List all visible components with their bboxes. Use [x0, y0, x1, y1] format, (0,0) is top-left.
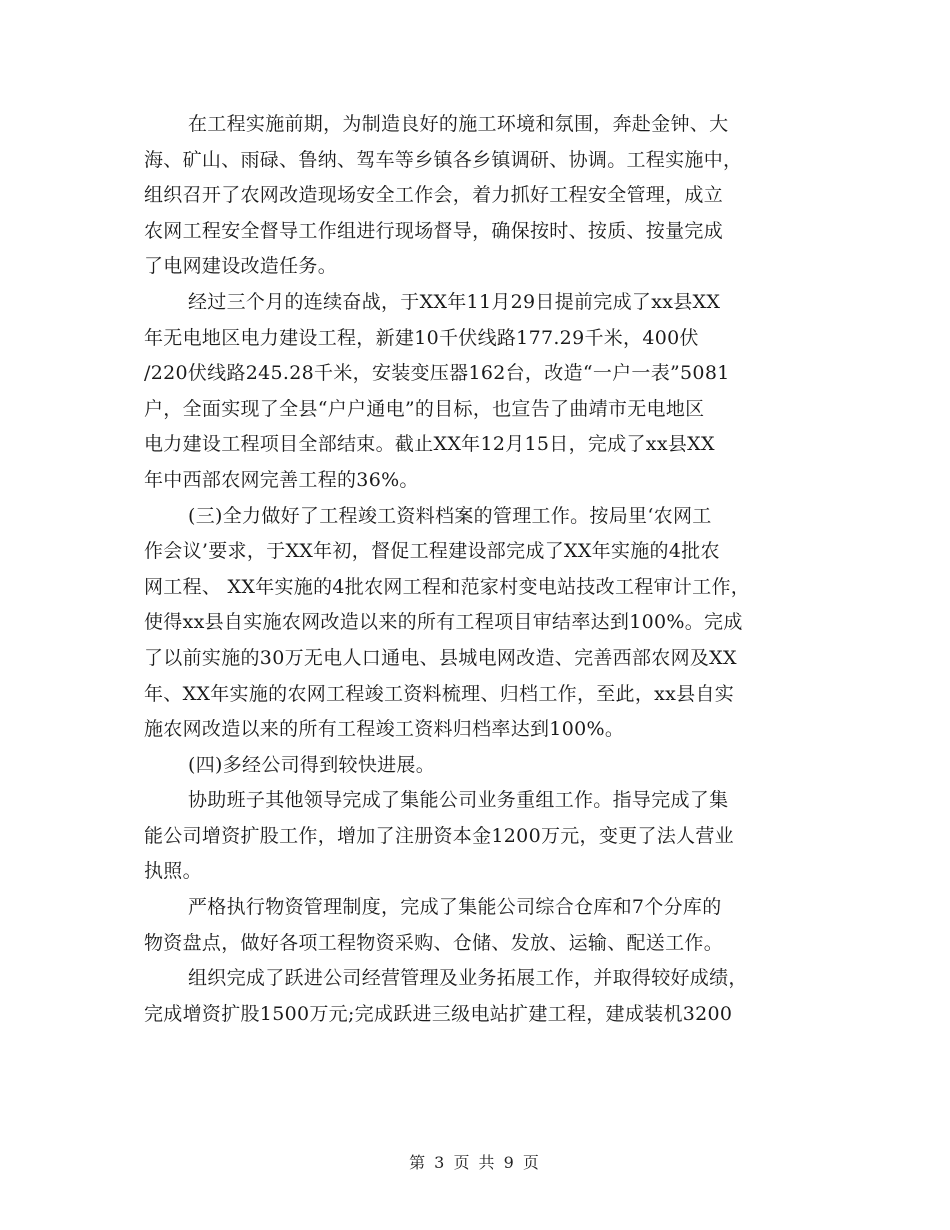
paragraph-line: 使得xx县自实施农网改造以来的所有工程项目审结率达到100%。完成	[144, 611, 743, 634]
paragraph-first-line: (四)多经公司得到较快进展。	[188, 753, 436, 776]
paragraph-line: /220伏线路245.28千米，安装变压器162台，改造“一户一表”5081	[144, 362, 730, 385]
paragraph-line: 完成增资扩股1500万元;完成跃进三级电站扩建工程，建成装机3200	[144, 1002, 733, 1025]
paragraph-line: 网工程、 XX年实施的4批农网工程和范家村变电站技改工程审计工作，	[144, 575, 751, 598]
paragraph-first-line: 协助班子其他领导完成了集能公司业务重组工作。指导完成了集	[188, 789, 729, 812]
paragraph-first-line: 严格执行物资管理制度，完成了集能公司综合仓库和7个分库的	[188, 896, 722, 919]
paragraph-line: 海、矿山、雨碌、鲁纳、驾车等乡镇各乡镇调研、协调。工程实施中，	[144, 148, 743, 171]
paragraph-line: 电力建设工程项目全部结束。截止XX年12月15日，完成了xx县XX	[144, 433, 715, 456]
paragraph-line: 组织召开了农网改造现场安全工作会，着力抓好工程安全管理，成立	[144, 184, 724, 207]
paragraph-line: 物资盘点，做好各项工程物资采购、仓储、发放、运输、配送工作。	[144, 931, 724, 954]
paragraph-line: 户，全面实现了全县“户户通电”的目标，也宣告了曲靖市无电地区	[144, 397, 705, 420]
paragraph-first-line: 经过三个月的连续奋战，于XX年11月29日提前完成了xx县XX	[188, 290, 721, 313]
paragraph-line: 年无电地区电力建设工程，新建10千伏线路177.29千米，400伏	[144, 326, 699, 349]
paragraph-line: 作会议’要求，于XX年初，督促工程建设部完成了XX年实施的4批农	[144, 540, 720, 563]
paragraph-line: 执照。	[144, 860, 202, 883]
paragraph-line: 了以前实施的30万无电人口通电、县城电网改造、完善西部农网及XX	[144, 646, 737, 669]
paragraph-line: 农网工程安全督导工作组进行现场督导，确保按时、按质、按量完成	[144, 219, 724, 242]
paragraph-line: 施农网改造以来的所有工程竣工资料归档率达到100%。	[144, 718, 625, 741]
document-body	[144, 107, 810, 1032]
paragraph-first-line: 在工程实施前期，为制造良好的施工环境和氛围，奔赴金钟、大	[188, 113, 729, 135]
paragraph-line: 了电网建设改造任务。	[144, 255, 338, 278]
page-footer: 第 3 页 共 9 页	[409, 1153, 541, 1172]
paragraph-first-line: (三)全力做好了工程竣工资料档案的管理工作。按局里‘农网工	[188, 504, 712, 527]
paragraph-line: 年、XX年实施的农网工程竣工资料梳理、归档工作，至此，xx县自实	[144, 682, 735, 705]
paragraph-first-line: 组织完成了跃进公司经营管理及业务拓展工作，并取得较好成绩，	[188, 967, 748, 990]
paragraph-line: 能公司增资扩股工作，增加了注册资本金1200万元，变更了法人营业	[144, 824, 734, 847]
paragraph-line: 年中西部农网完善工程的36%。	[144, 468, 419, 491]
